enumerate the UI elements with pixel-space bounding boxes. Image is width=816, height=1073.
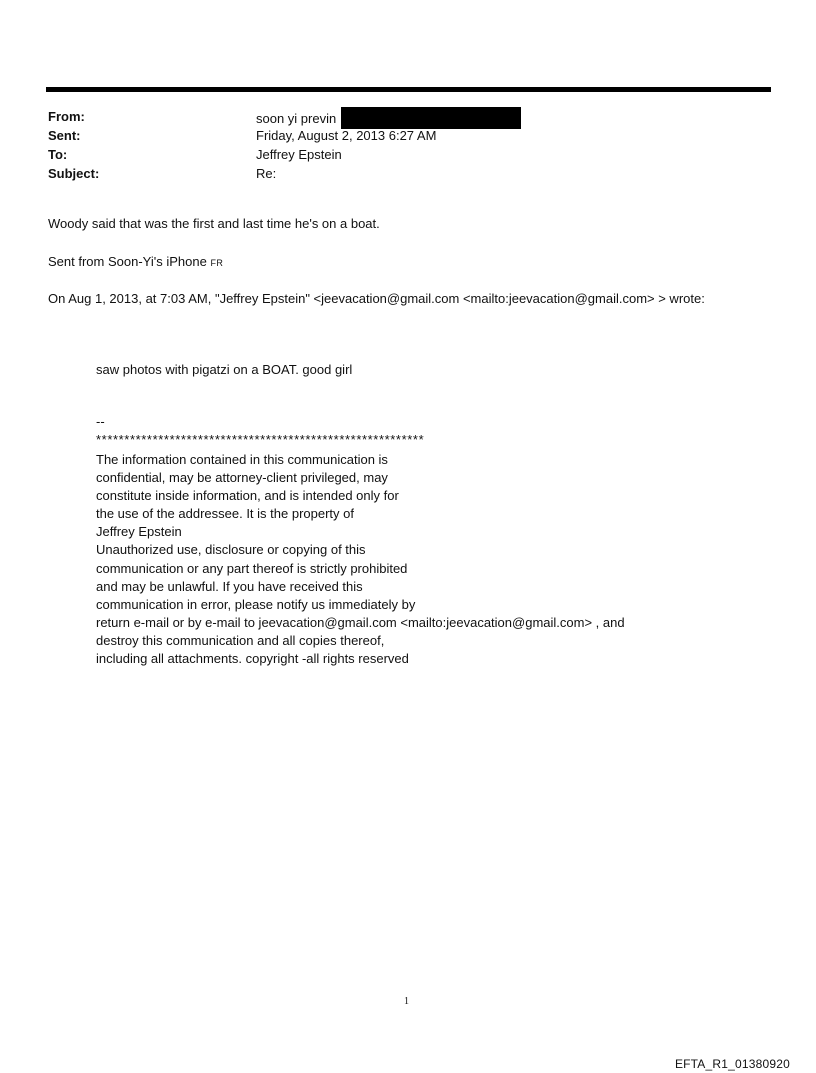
header-rule [46,87,771,92]
signature-suffix: FR [210,258,224,268]
subject-row [48,164,521,183]
from-row [48,107,521,126]
from-label: From: [48,109,85,124]
quoted-sig-dash: -- [96,414,105,429]
subject-label: Subject: [48,166,100,181]
page-number: 1 [404,996,409,1007]
disclaimer-block [96,451,625,668]
disclaimer-line: including all attachments. copyright -all rights reserved [96,651,409,667]
to-row [48,145,521,164]
disclaimer-line: constitute inside information, and is intended only for [96,488,399,504]
quoted-asterisks: ********************************************************** [96,432,425,447]
from-value [256,107,521,126]
disclaimer-line: and may be unlawful. If you have received this [96,578,363,594]
disclaimer-line: The information contained in this communication is [96,452,388,467]
disclaimer-line: return e-mail or by e-mail to jeevacation@gmail.com <mailto:jeevacation@gmail.com> , and [96,614,625,630]
disclaimer-line: Unauthorized use, disclosure or copying of this [96,542,366,558]
subject-value: Re: [256,166,277,181]
quoted-message: saw photos with pigatzi on a BOAT. good girl [96,362,353,377]
sent-value: Friday, August 2, 2013 6:27 AM [256,128,437,143]
email-header [48,107,521,183]
sender-name: soon yi previn [256,111,337,126]
disclaimer-line: communication in error, please notify us immediately by [96,596,416,612]
to-value: Jeffrey Epstein [256,147,342,162]
disclaimer-line: communication or any part thereof is strictly prohibited [96,560,408,576]
disclaimer-line: confidential, may be attorney-client privileged, may [96,470,388,486]
sent-label: Sent: [48,128,81,143]
message-line: Woody said that was the first and last time he's on a boat. [48,216,380,231]
signature-line [48,253,223,272]
disclaimer-line: the use of the addressee. It is the property of [96,506,354,522]
disclaimer-line: destroy this communication and all copies thereof, [96,632,385,648]
disclaimer-line: Jeffrey Epstein [96,524,182,540]
quote-intro: On Aug 1, 2013, at 7:03 AM, "Jeffrey Epstein" <jeevacation@gmail.com <mailto:jeevacation@gmail.com> > wrote: [48,291,705,306]
signature-text: Sent from Soon-Yi's iPhone [48,254,207,269]
document-id: EFTA_R1_01380920 [674,1057,790,1071]
to-label: To: [48,147,68,162]
